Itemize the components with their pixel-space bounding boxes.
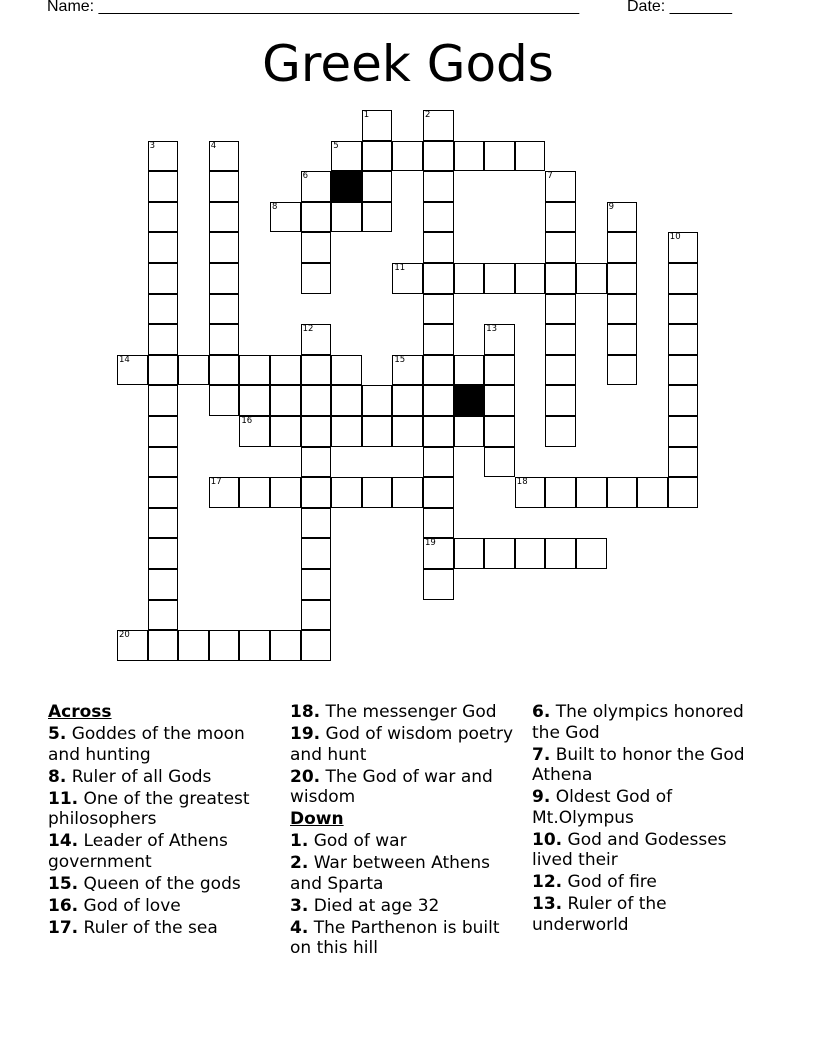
crossword-cell[interactable] xyxy=(301,202,332,233)
clue-text: Queen of the gods xyxy=(78,873,241,894)
clue-number: 18 xyxy=(516,477,528,488)
clue-number-label: 19. xyxy=(290,724,321,744)
clue-number: 11 xyxy=(394,263,406,273)
section-heading-across: Across xyxy=(48,702,112,722)
clue-text: Oldest God of Mt.Olympus xyxy=(532,787,673,828)
clues-column-1 xyxy=(48,702,280,940)
crossword-cell[interactable] xyxy=(545,263,576,294)
clue-text: The God of war and wisdom xyxy=(290,766,493,807)
crossword-cell[interactable] xyxy=(545,355,576,386)
clue-number-label: 7. xyxy=(532,744,551,765)
clue-number-label: 18. xyxy=(290,702,321,722)
crossword-cell[interactable] xyxy=(148,202,179,233)
clue-number: 2 xyxy=(425,110,431,120)
clue-item xyxy=(290,702,522,723)
clue-text: God of fire xyxy=(562,872,657,892)
crossword-cell[interactable] xyxy=(148,232,179,263)
crossword-cell[interactable] xyxy=(484,385,515,416)
clue-number-label: 5. xyxy=(48,724,67,744)
crossword-cell[interactable] xyxy=(239,416,270,447)
crossword-cell[interactable] xyxy=(607,355,638,386)
clue-text: God of war xyxy=(308,831,407,851)
name-field[interactable]: Name: ______________________________________________________ xyxy=(47,0,580,15)
crossword-cell[interactable] xyxy=(576,538,607,569)
crossword-cell[interactable] xyxy=(239,477,270,508)
clue-number-label: 13. xyxy=(532,894,563,914)
crossword-cell[interactable] xyxy=(270,385,301,416)
clue-number-label: 20. xyxy=(290,766,321,787)
crossword-cell[interactable] xyxy=(270,630,301,661)
clue-number-label: 9. xyxy=(532,787,551,807)
clue-number: 16 xyxy=(241,416,253,426)
clue-number-label: 15. xyxy=(48,873,79,894)
crossword-cell[interactable] xyxy=(362,110,393,141)
crossword-cell[interactable] xyxy=(301,385,332,416)
crossword-cell[interactable] xyxy=(607,324,638,355)
clue-item xyxy=(48,724,280,765)
crossword-cell[interactable] xyxy=(209,477,240,508)
crossword-cell[interactable] xyxy=(607,263,638,294)
crossword-cell[interactable] xyxy=(362,477,393,508)
crossword-cell[interactable] xyxy=(148,508,179,539)
crossword-cell[interactable] xyxy=(484,538,515,569)
crossword-cell[interactable] xyxy=(362,141,393,172)
crossword-cell[interactable] xyxy=(454,141,485,172)
crossword-cell[interactable] xyxy=(545,171,576,202)
crossword-cell[interactable] xyxy=(423,385,454,416)
crossword-cell[interactable] xyxy=(148,171,179,202)
crossword-cell[interactable] xyxy=(607,202,638,233)
crossword-cell[interactable] xyxy=(148,569,179,600)
crossword-cell[interactable] xyxy=(148,324,179,355)
crossword-cell[interactable] xyxy=(362,171,393,202)
crossword-cell[interactable] xyxy=(331,141,362,172)
crossword-cell[interactable] xyxy=(392,141,423,172)
clue-number: 12 xyxy=(302,324,314,335)
clue-number: 8 xyxy=(272,201,278,212)
clue-number-label: 3. xyxy=(290,895,309,916)
crossword-cell[interactable] xyxy=(668,447,699,478)
crossword-cell[interactable] xyxy=(423,294,454,325)
clue-item xyxy=(48,767,280,788)
clue-text: Built to honor the God Athena xyxy=(532,744,745,785)
crossword-cell[interactable] xyxy=(209,324,240,355)
clue-item xyxy=(48,896,280,917)
crossword-cell[interactable] xyxy=(423,202,454,233)
crossword-cell[interactable] xyxy=(148,447,179,478)
crossword-cell[interactable] xyxy=(515,263,546,294)
crossword-cell[interactable] xyxy=(668,263,699,294)
crossword-cell[interactable] xyxy=(423,110,454,141)
crossword-cell[interactable] xyxy=(454,263,485,294)
crossword-cell[interactable] xyxy=(209,355,240,386)
crossword-cell[interactable] xyxy=(545,232,576,263)
crossword-cell[interactable] xyxy=(484,447,515,478)
crossword-cell[interactable] xyxy=(178,355,209,386)
crossword-cell[interactable] xyxy=(668,294,699,325)
crossword-cell[interactable] xyxy=(331,477,362,508)
crossword-cell[interactable] xyxy=(148,538,179,569)
crossword-cell[interactable] xyxy=(423,477,454,508)
crossword-cell[interactable] xyxy=(484,141,515,172)
crossword-cell[interactable] xyxy=(239,385,270,416)
clue-text: God and Godesses lived their xyxy=(532,829,727,870)
clue-number-label: 6. xyxy=(532,702,551,722)
crossword-cell[interactable] xyxy=(148,294,179,325)
crossword-black-cell xyxy=(331,171,362,202)
crossword-cell[interactable] xyxy=(148,630,179,661)
clue-number-label: 4. xyxy=(290,917,309,938)
crossword-cell[interactable] xyxy=(148,355,179,386)
crossword-cell[interactable] xyxy=(148,141,179,172)
crossword-cell[interactable] xyxy=(454,355,485,386)
clue-item xyxy=(48,831,280,872)
clue-number: 15 xyxy=(394,354,406,365)
crossword-cell[interactable] xyxy=(270,416,301,447)
clue-number: 19 xyxy=(425,538,436,549)
crossword-cell[interactable] xyxy=(545,324,576,355)
crossword-cell[interactable] xyxy=(148,600,179,631)
clue-number: 6 xyxy=(302,171,309,182)
clue-text: One of the greatest philosophers xyxy=(48,788,250,829)
crossword-cell[interactable] xyxy=(423,447,454,478)
crossword-cell[interactable] xyxy=(148,263,179,294)
crossword-cell[interactable] xyxy=(301,538,332,569)
clue-item xyxy=(532,872,764,893)
crossword-cell[interactable] xyxy=(331,385,362,416)
clue-number-label: 2. xyxy=(290,853,309,873)
clue-number-label: 10. xyxy=(532,829,563,850)
crossword-cell[interactable] xyxy=(668,355,699,386)
clue-text: The olympics honored the God xyxy=(532,702,744,743)
clue-number-label: 12. xyxy=(532,872,563,892)
crossword-cell[interactable] xyxy=(209,630,240,661)
crossword-cell[interactable] xyxy=(117,630,148,661)
crossword-cell[interactable] xyxy=(423,569,454,600)
crossword-cell[interactable] xyxy=(637,477,668,508)
clue-number: 5 xyxy=(333,140,339,151)
clue-item xyxy=(532,894,764,935)
clue-number: 14 xyxy=(119,354,130,365)
crossword-cell[interactable] xyxy=(576,477,607,508)
crossword-cell[interactable] xyxy=(301,600,332,631)
clue-item xyxy=(290,767,522,808)
clue-number: 13 xyxy=(486,324,498,335)
crossword-cell[interactable] xyxy=(668,385,699,416)
crossword-cell[interactable] xyxy=(607,477,638,508)
page-title: Greek Gods xyxy=(262,35,554,93)
crossword-cell[interactable] xyxy=(545,538,576,569)
clue-number-label: 17. xyxy=(48,917,79,938)
crossword-cell[interactable] xyxy=(178,630,209,661)
clue-text: Goddes of the moon and hunting xyxy=(48,724,245,765)
crossword-cell[interactable] xyxy=(239,630,270,661)
clue-text: The messenger God xyxy=(320,702,497,722)
crossword-cell[interactable] xyxy=(270,477,301,508)
crossword-cell[interactable] xyxy=(484,355,515,386)
crossword-cell[interactable] xyxy=(484,324,515,355)
crossword-cell[interactable] xyxy=(392,263,423,294)
crossword-cell[interactable] xyxy=(270,355,301,386)
crossword-cell[interactable] xyxy=(392,477,423,508)
crossword-cell[interactable] xyxy=(668,416,699,447)
clue-number-label: 11. xyxy=(48,788,79,809)
clue-number: 4 xyxy=(210,140,217,151)
crossword-cell[interactable] xyxy=(331,202,362,233)
crossword-cell[interactable] xyxy=(423,538,454,569)
clue-item xyxy=(532,787,764,828)
clue-item xyxy=(48,874,280,895)
clue-number: 17 xyxy=(210,477,222,488)
crossword-cell[interactable] xyxy=(423,263,454,294)
clue-item xyxy=(532,702,764,743)
section-heading-down: Down xyxy=(290,809,344,829)
crossword-cell[interactable] xyxy=(301,630,332,661)
crossword-cell[interactable] xyxy=(148,477,179,508)
crossword-cell[interactable] xyxy=(668,232,699,263)
crossword-cell[interactable] xyxy=(301,263,332,294)
crossword-cell[interactable] xyxy=(607,232,638,263)
clue-number-label: 8. xyxy=(48,766,67,787)
crossword-cell[interactable] xyxy=(607,294,638,325)
crossword-cell[interactable] xyxy=(301,232,332,263)
clue-text: Leader of Athens government xyxy=(48,831,228,872)
crossword-cell[interactable] xyxy=(423,171,454,202)
crossword-cell[interactable] xyxy=(576,263,607,294)
clue-item xyxy=(290,831,522,852)
crossword-black-cell xyxy=(454,385,485,416)
crossword-cell[interactable] xyxy=(362,416,393,447)
crossword-cell[interactable] xyxy=(209,385,240,416)
crossword-cell[interactable] xyxy=(301,508,332,539)
crossword-cell[interactable] xyxy=(423,508,454,539)
crossword-cell[interactable] xyxy=(545,416,576,447)
crossword-cell[interactable] xyxy=(392,355,423,386)
crossword-cell[interactable] xyxy=(545,202,576,233)
crossword-cell[interactable] xyxy=(423,232,454,263)
crossword-cell[interactable] xyxy=(362,202,393,233)
crossword-cell[interactable] xyxy=(148,416,179,447)
crossword-cell[interactable] xyxy=(423,355,454,386)
clue-number: 9 xyxy=(608,201,615,212)
crossword-cell[interactable] xyxy=(515,141,546,172)
clue-text: Ruler of the underworld xyxy=(532,894,667,935)
crossword-cell[interactable] xyxy=(301,447,332,478)
crossword-cell[interactable] xyxy=(515,538,546,569)
clue-text: God of wisdom poetry and hunt xyxy=(290,724,514,765)
crossword-cell[interactable] xyxy=(484,416,515,447)
clue-text: Ruler of the sea xyxy=(78,917,218,938)
crossword-cell[interactable] xyxy=(454,538,485,569)
crossword-cell[interactable] xyxy=(331,355,362,386)
clues-column-3 xyxy=(532,702,764,937)
crossword-cell[interactable] xyxy=(301,324,332,355)
clue-number-label: 1. xyxy=(290,831,309,851)
crossword-cell[interactable] xyxy=(668,324,699,355)
crossword-cell[interactable] xyxy=(239,355,270,386)
crossword-cell[interactable] xyxy=(209,232,240,263)
crossword-cell[interactable] xyxy=(301,416,332,447)
crossword-cell[interactable] xyxy=(209,294,240,325)
crossword-cell[interactable] xyxy=(270,202,301,233)
clue-item xyxy=(532,745,764,786)
crossword-cell[interactable] xyxy=(423,416,454,447)
clue-text: War between Athens and Sparta xyxy=(290,853,491,894)
crossword-cell[interactable] xyxy=(209,171,240,202)
crossword-cell[interactable] xyxy=(301,569,332,600)
clue-number: 20 xyxy=(119,630,130,641)
crossword-cell[interactable] xyxy=(301,171,332,202)
clue-item xyxy=(290,853,522,894)
crossword-cell[interactable] xyxy=(362,385,393,416)
crossword-cell[interactable] xyxy=(392,385,423,416)
clue-item xyxy=(290,724,522,765)
crossword-cell[interactable] xyxy=(209,141,240,172)
clue-item xyxy=(48,789,280,830)
crossword-cell[interactable] xyxy=(484,263,515,294)
clue-text: Died at age 32 xyxy=(308,895,440,916)
crossword-cell[interactable] xyxy=(423,324,454,355)
clue-number-label: 14. xyxy=(48,831,79,851)
clue-number: 1 xyxy=(363,110,370,120)
clue-text: Ruler of all Gods xyxy=(66,766,212,787)
crossword-cell[interactable] xyxy=(331,416,362,447)
crossword-cell[interactable] xyxy=(668,477,699,508)
crossword-cell[interactable] xyxy=(545,477,576,508)
crossword-cell[interactable] xyxy=(545,294,576,325)
clue-text: God of love xyxy=(78,895,181,916)
date-field[interactable]: Date: _______ xyxy=(627,0,732,15)
clue-number: 3 xyxy=(149,140,156,151)
crossword-cell[interactable] xyxy=(515,477,546,508)
clue-number-label: 16. xyxy=(48,895,79,916)
clue-item xyxy=(48,918,280,939)
clue-number: 10 xyxy=(669,232,681,243)
clue-number: 7 xyxy=(547,171,553,182)
crossword-cell[interactable] xyxy=(209,263,240,294)
clues-column-2 xyxy=(290,702,522,960)
crossword-cell[interactable] xyxy=(301,477,332,508)
crossword-cell[interactable] xyxy=(301,355,332,386)
clue-item xyxy=(290,896,522,917)
clue-text: The Parthenon is built on this hill xyxy=(290,917,500,958)
crossword-cell[interactable] xyxy=(545,385,576,416)
crossword-cell[interactable] xyxy=(423,141,454,172)
crossword-cell[interactable] xyxy=(392,416,423,447)
clue-item xyxy=(290,918,522,959)
clue-item xyxy=(532,830,764,871)
crossword-cell[interactable] xyxy=(117,355,148,386)
crossword-cell[interactable] xyxy=(209,202,240,233)
crossword-cell[interactable] xyxy=(148,385,179,416)
crossword-cell[interactable] xyxy=(454,416,485,447)
